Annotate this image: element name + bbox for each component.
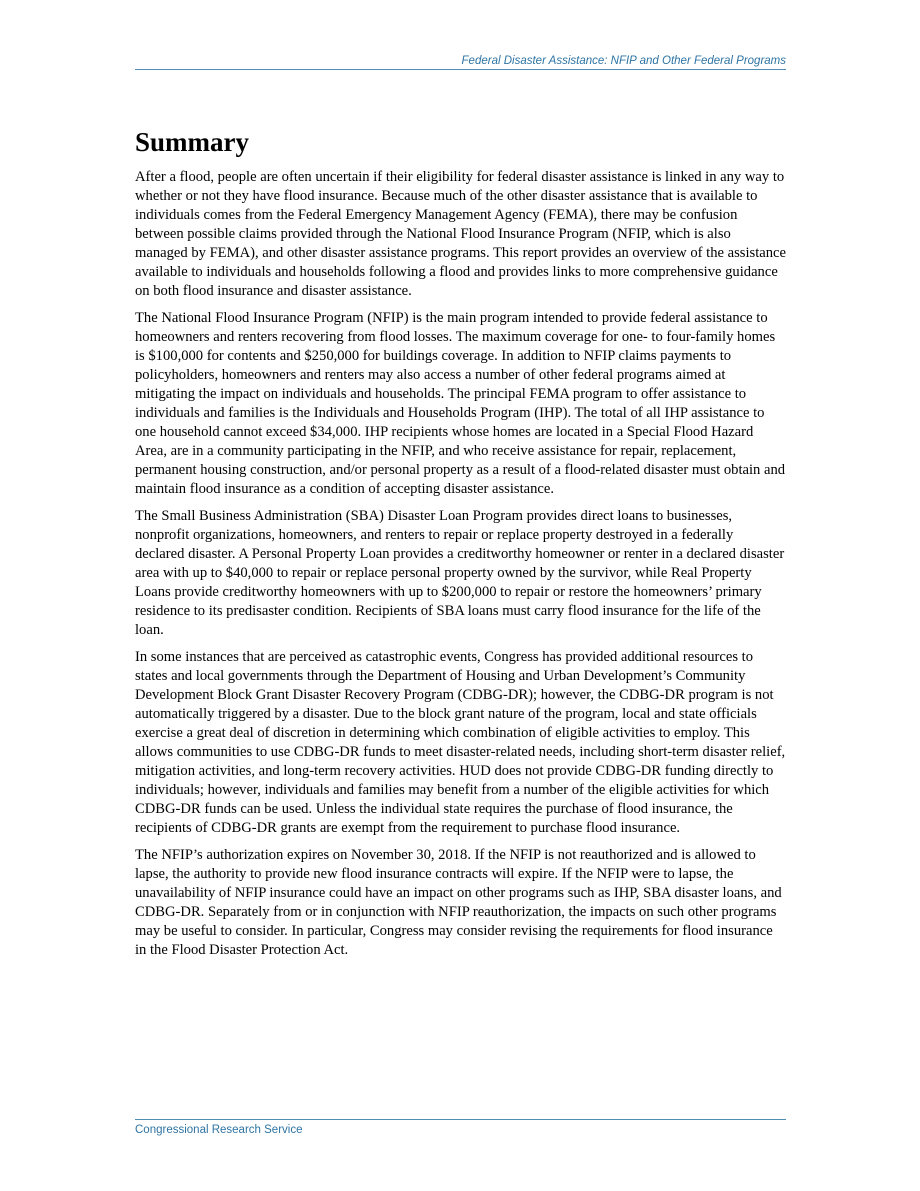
- summary-paragraph-4: In some instances that are perceived as catastrophic events, Congress has provided additional resources to states and local governments through the Department of Housing and Urban Development’s Community Development Block Grant Disaster Recovery Program (CDBG-DR); however, the CDBG-DR program is not automatically triggered by a disaster. Due to the block grant nature of the program, local and state officials exercise a great deal of discretion in determining which combination of eligible activities to employ. This allows communities to use CDBG-DR funds to meet disaster-related needs, including short-term disaster relief, mitigation activities, and long-term recovery activities. HUD does not provide CDBG-DR funding directly to individuals; however, individuals and families may benefit from a number of the eligible activities for which CDBG-DR funds can be used. Unless the individual state requires the purchase of flood insurance, the recipients of CDBG-DR grants are exempt from the requirement to purchase flood insurance.: [135, 649, 786, 836]
- page-footer: [135, 1119, 786, 1138]
- running-header: [135, 53, 786, 70]
- summary-paragraph-3: The Small Business Administration (SBA) Disaster Loan Program provides direct loans to businesses, nonprofit organizations, homeowners, and renters to repair or replace property destroyed in a federally declared disaster. A Personal Property Loan provides a creditworthy homeowner or renter in a declared disaster area with up to $40,000 to repair or replace personal property owned by the survivor, while Real Property Loans provide creditworthy homeowners with up to $200,000 to repair or restore the homeowners’ primary residence to its predisaster condition. Recipients of SBA loans must carry flood insurance for the life of the loan.: [135, 508, 785, 638]
- page-title: Summary: [135, 127, 249, 157]
- summary-paragraph-2: The National Flood Insurance Program (NFIP) is the main program intended to provide federal assistance to homeowners and renters recovering from flood losses. The maximum coverage for one- to four-family homes is $100,000 for contents and $250,000 for buildings coverage. In addition to NFIP claims payments to policyholders, homeowners and renters may also access a number of other federal programs aimed at mitigating the impact on individuals and households. The principal FEMA program to offer assistance to individuals and families is the Individuals and Households Program (IHP). The total of all IHP assistance to one household cannot exceed $34,000. IHP recipients whose homes are located in a Special Flood Hazard Area, are in a community participating in the NFIP, and who receive assistance for repair, replacement, permanent housing construction, and/or personal property as a result of a flood-related disaster must obtain and maintain flood insurance as a condition of accepting disaster assistance.: [135, 310, 786, 497]
- summary-paragraph-1: After a flood, people are often uncertain if their eligibility for federal disaster assistance is linked in any way to whether or not they have flood insurance. Because much of the other disaster assistance that is available to individuals comes from the Federal Emergency Management Agency (FEMA), there may be confusion between possible claims provided through the National Flood Insurance Program (NFIP, which is also managed by FEMA), and other disaster assistance programs. This report provides an overview of the assistance available to individuals and households following a flood and provides links to more comprehensive guidance on both flood insurance and disaster assistance.: [135, 169, 787, 299]
- running-header-title: Federal Disaster Assistance: NFIP and Other Federal Programs: [461, 55, 786, 67]
- summary-paragraph-5: The NFIP’s authorization expires on November 30, 2018. If the NFIP is not reauthorized and is allowed to lapse, the authority to provide new flood insurance contracts will expire. If the NFIP were to lapse, the unavailability of NFIP insurance could have an impact on other programs such as IHP, SBA disaster loans, and CDBG-DR. Separately from or in conjunction with NFIP reauthorization, the impacts on such other programs may be useful to consider. In particular, Congress may consider revising the requirements for flood insurance in the Flood Disaster Protection Act.: [135, 847, 782, 958]
- footer-organization: Congressional Research Service: [135, 1124, 303, 1136]
- summary-section: [135, 120, 786, 968]
